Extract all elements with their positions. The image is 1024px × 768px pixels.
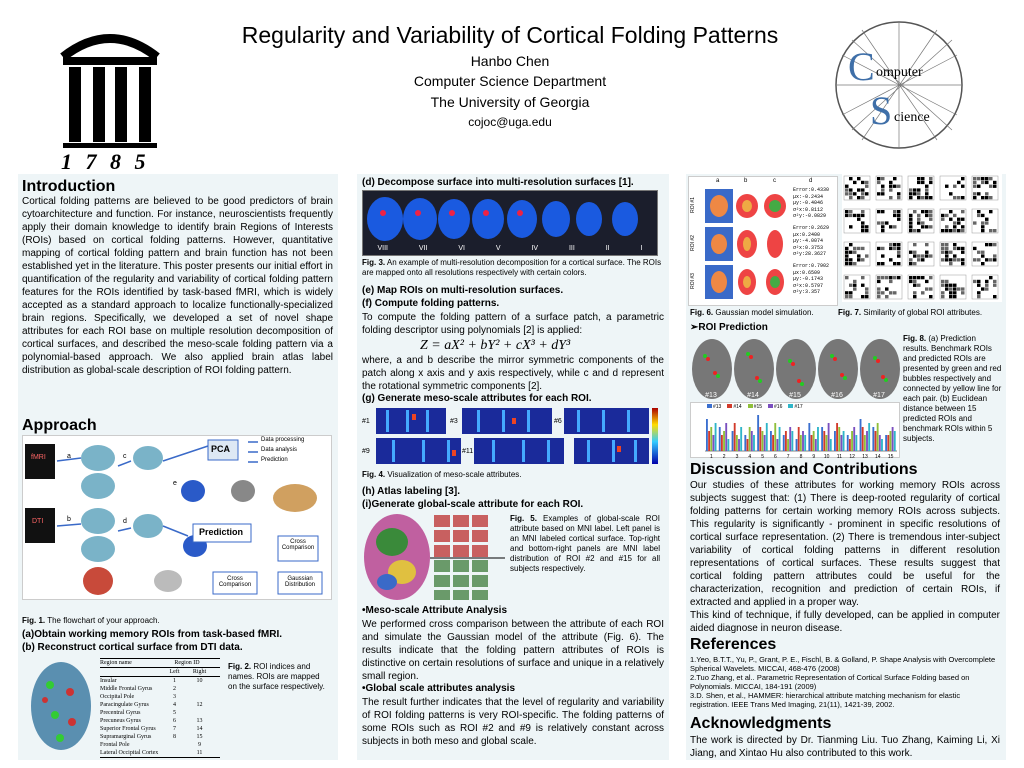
fig6-row-3: ROI #3 bbox=[689, 273, 696, 289]
table-cell: 4 bbox=[173, 702, 176, 708]
bar-#16 bbox=[751, 431, 753, 451]
bar-#13 bbox=[808, 423, 810, 451]
bar-#17 bbox=[779, 427, 781, 451]
flow-cross-comparison-2: Cross Comparison bbox=[218, 576, 252, 588]
section-g-heading: (g) Generate meso-scale attributes for each ROI. bbox=[362, 393, 592, 404]
roi-table bbox=[100, 658, 220, 758]
table-row bbox=[100, 709, 220, 717]
acknowledgments-heading: Acknowledgments bbox=[690, 715, 832, 732]
where-text: where, a and b describe the mirror symmetric components of the patch along x axis and y axis respectively, while c and d represent the rotational symmetric components [2]. bbox=[362, 355, 664, 392]
similarity-matrix bbox=[940, 176, 966, 200]
bar-#14 bbox=[823, 431, 825, 451]
fig6-err-1 bbox=[793, 187, 829, 220]
error-value: Error:0.4330 bbox=[793, 187, 830, 193]
bar-#16 bbox=[892, 427, 894, 451]
flow-label-d: d bbox=[123, 518, 127, 525]
bar-#14 bbox=[862, 427, 864, 451]
similarity-matrix-image bbox=[842, 170, 1002, 302]
flow-label-e: e bbox=[173, 480, 177, 487]
bar-#14 bbox=[785, 431, 787, 451]
fig6-caption: Fig. 6. Gaussian model simulation. bbox=[690, 308, 814, 317]
bar-#17 bbox=[766, 423, 768, 451]
legend-swatch bbox=[727, 404, 732, 408]
bar-#16 bbox=[764, 435, 766, 451]
fig6-col-d: d bbox=[809, 178, 813, 184]
roi-tag: #17 bbox=[873, 392, 885, 399]
author: Hanbo Chen bbox=[470, 53, 550, 69]
bar-#16 bbox=[712, 435, 714, 451]
distance-bar-chart bbox=[690, 402, 900, 458]
fig6-row-2: ROI #2 bbox=[689, 235, 696, 251]
table-header-left: Left bbox=[169, 669, 180, 675]
similarity-matrix bbox=[972, 242, 998, 266]
table-cell: 2 bbox=[173, 686, 176, 692]
error-value: σ²x:0.5797 bbox=[793, 282, 824, 289]
bar-#13 bbox=[847, 435, 849, 451]
table-cell: 12 bbox=[196, 702, 203, 708]
gaussian-simulation-image bbox=[688, 176, 838, 306]
atlas-labeling-image bbox=[362, 512, 505, 602]
bar-legend bbox=[707, 404, 803, 410]
table-header-id: Region ID bbox=[174, 660, 200, 666]
legend-swatch bbox=[788, 404, 793, 408]
fig4-tag-1: #1 bbox=[362, 418, 370, 425]
bar-#17 bbox=[817, 427, 819, 451]
legend-label: #17 bbox=[794, 404, 803, 410]
logo-word-science: cience bbox=[894, 110, 930, 125]
error-value: σ²x:0.3753 bbox=[793, 244, 824, 251]
table-cell: Frontal Pole bbox=[100, 742, 130, 748]
bar-#14 bbox=[772, 435, 774, 451]
table-cell: 3 bbox=[173, 694, 176, 700]
x-tick-label: 8 bbox=[799, 454, 803, 459]
bar-#14 bbox=[811, 435, 813, 451]
bar-#15 bbox=[787, 439, 789, 451]
table-cell: Precuneus Gyrus bbox=[100, 718, 141, 724]
fig6-col-b: b bbox=[744, 178, 748, 184]
bar-#15 bbox=[800, 435, 802, 451]
global-analysis-text: The result further indicates that the level of regularity and variability of ROI folding patterns is very ROI-specific. The folding patterns of some ROIs such as ROI #2 and #9 is relatively constant across subjects in both meso and global scale. bbox=[362, 697, 664, 747]
bar-#17 bbox=[791, 431, 793, 451]
bar-#13 bbox=[783, 435, 785, 451]
bar-#17 bbox=[740, 427, 742, 451]
fig4-tag-6: #6 bbox=[554, 418, 562, 425]
bar-#13 bbox=[821, 427, 823, 451]
table-cell: 15 bbox=[196, 734, 203, 740]
flow-label-c: c bbox=[123, 453, 127, 460]
bar-#16 bbox=[776, 439, 778, 451]
table-cell bbox=[162, 749, 187, 757]
error-value: μx:0.6509 bbox=[793, 269, 821, 276]
references-heading: References bbox=[690, 636, 777, 653]
legend-label: #16 bbox=[774, 404, 783, 410]
bar-#13 bbox=[757, 415, 759, 451]
roman-label: III bbox=[568, 245, 575, 252]
flow-legend-analysis: Data analysis bbox=[261, 447, 298, 453]
similarity-matrix bbox=[876, 242, 902, 266]
roi-brain-image bbox=[30, 660, 92, 752]
x-tick-label: 4 bbox=[748, 454, 752, 459]
references-list bbox=[690, 655, 1000, 709]
fig3-caption: Fig. 3. An example of multi-resolution decomposition for a cortical surface. The ROIs are mapped onto all resolutions respectively with certain colors. bbox=[362, 258, 662, 277]
table-cell: Supramarginal Gyrus bbox=[100, 734, 152, 740]
table-cell: 14 bbox=[196, 726, 203, 732]
acknowledgments-text: The work is directed by Dr. Tianming Liu. Tuo Zhang, Kaiming Li, Xi Jiang, and Xintao Hu also contributed to this work. bbox=[690, 735, 1000, 759]
bar-#13 bbox=[796, 439, 798, 451]
bar-#17 bbox=[894, 431, 896, 451]
flow-legend-prediction: Prediction bbox=[261, 457, 288, 463]
section-f-text: To compute the folding pattern of a surface patch, a parametric folding descriptor using polynomials [2] is applied: bbox=[362, 312, 664, 336]
fig8-caption: Fig. 8. (a) Prediction results. Benchmark ROIs and predicted ROIs are presented by green and red bubbles respectively and connected by yellow line for each pair. (b) Euclidean distance between 15 predicted ROIs and benchmark ROIs within 5 subjects. bbox=[903, 334, 1002, 443]
similarity-matrix bbox=[940, 275, 966, 299]
error-value: μx:0.2400 bbox=[793, 231, 821, 238]
bar-#13 bbox=[706, 419, 708, 451]
similarity-matrix bbox=[876, 275, 902, 299]
roman-label: VIII bbox=[377, 245, 388, 252]
bar-#16 bbox=[738, 439, 740, 451]
table-cell: Superior Frontal Gyrus bbox=[100, 726, 156, 732]
x-tick-label: 3 bbox=[735, 454, 739, 459]
table-header-name: Region name bbox=[100, 660, 132, 666]
bar-#17 bbox=[830, 439, 832, 451]
bar-#17 bbox=[868, 423, 870, 451]
fig5-caption: Fig. 5. Examples of global-scale ROI attribute based on MNI label. Left panel is an MNI labeled cortical surface. Top-right and bottom-right panels are MNI label distribution of ROI #2 and #15 for all subjects respectively. bbox=[510, 514, 660, 573]
x-tick-label: 14 bbox=[875, 454, 881, 459]
similarity-matrix bbox=[844, 275, 870, 299]
flow-label-a: a bbox=[67, 453, 71, 460]
roman-label: IV bbox=[531, 245, 539, 252]
flow-pca: PCA bbox=[211, 444, 231, 454]
bar-#14 bbox=[836, 423, 838, 451]
legend-swatch bbox=[748, 404, 753, 408]
bar-#16 bbox=[866, 431, 868, 451]
discussion-heading: Discussion and Contributions bbox=[690, 461, 918, 478]
legend-swatch bbox=[768, 404, 773, 408]
bar-#14 bbox=[759, 427, 761, 451]
bar-#16 bbox=[725, 423, 727, 451]
flowchart bbox=[22, 435, 332, 600]
table-cell bbox=[162, 741, 187, 749]
roi-tags bbox=[690, 392, 900, 399]
arrow-bullet-icon: ➢ bbox=[690, 322, 699, 333]
bar-#14 bbox=[708, 431, 710, 451]
table-cell: Precentral Gyrus bbox=[100, 710, 141, 716]
table-header-right: Right bbox=[192, 669, 207, 675]
section-e-heading: (e) Map ROIs on multi-resolution surfaces. bbox=[362, 285, 564, 296]
bar-#13 bbox=[719, 427, 721, 451]
table-cell: 11 bbox=[196, 750, 203, 756]
table-cell bbox=[187, 693, 212, 701]
table-cell: Occipital Pole bbox=[100, 694, 135, 700]
fig6-err-3 bbox=[793, 263, 829, 296]
step-a: (a)Obtain working memory ROIs from task-based fMRI. bbox=[22, 629, 283, 640]
error-value: Error:0.2629 bbox=[793, 225, 830, 231]
bar-#17 bbox=[843, 431, 845, 451]
flow-cross-comparison-1: Cross Comparison bbox=[281, 539, 315, 551]
flow-legend-processing: Data processing bbox=[261, 437, 305, 443]
fig6-err-2 bbox=[793, 225, 829, 258]
table-row bbox=[100, 741, 220, 749]
bar-#16 bbox=[840, 435, 842, 451]
bar-#15 bbox=[838, 427, 840, 451]
bar-#14 bbox=[875, 431, 877, 451]
table-row bbox=[100, 733, 220, 741]
roi-tag: #15 bbox=[789, 392, 801, 399]
x-tick-label: 1 bbox=[710, 454, 713, 459]
x-tick-label: 5 bbox=[761, 454, 764, 459]
bar-#15 bbox=[762, 431, 764, 451]
table-row bbox=[100, 677, 220, 685]
fig4-tag-11: #11 bbox=[462, 448, 474, 455]
bar-#16 bbox=[789, 427, 791, 451]
fig6-col-c: c bbox=[773, 178, 776, 184]
legend-item bbox=[727, 404, 741, 410]
bar-#17 bbox=[715, 423, 717, 451]
error-value: σ²y:3.357 bbox=[793, 289, 821, 295]
fig6-col-a: a bbox=[716, 178, 720, 184]
bar-#15 bbox=[723, 431, 725, 451]
intro-text: Cortical folding patterns are believed to be good predictors of brain cytoarchitecture and function. For instance, neuroscientists frequently apply their domain knowledge to identify brain Regions of Interests (ROIs) based on cortical folding patterns. However, quantitative mapping of cortical folding pattern and brain function has not been established yet in the literature. This poster presents our initial effort in quantification of the regularity and variability of cortical folding pattern features for the ROIs identified by task-based fMRI, which is widely accepted as a standard approach to localize functionally-specialized brain regions. Specifically, we developed a set of novel shape attributes for each ROI base on multiple resolution decomposition of cortical surfaces, and described the meso-scale folding pattern via a polynomial-based approach. We also applied brain atlas label distribution as global-scale description of ROI folding pattern. bbox=[22, 196, 333, 376]
bar-#13 bbox=[860, 419, 862, 451]
table-cell bbox=[187, 709, 212, 717]
error-value: Error:0.7902 bbox=[793, 263, 830, 269]
legend-label: #15 bbox=[753, 404, 763, 410]
x-tick-label: 10 bbox=[823, 454, 830, 459]
bar-#15 bbox=[774, 423, 776, 451]
roman-label: I bbox=[640, 245, 643, 252]
error-value: σ²y:-0.0829 bbox=[793, 213, 827, 219]
reference-1: 1.Yeo, B.T.T., Yu, P., Grant, P. E., Fischl, B. & Golland, P. Shape Analysis with Overcomplete Spherical Wavelets. MICCAI, 468-476 (2008) bbox=[690, 655, 996, 673]
university: The University of Georgia bbox=[430, 94, 590, 110]
similarity-matrix bbox=[908, 176, 934, 200]
bar-#17 bbox=[881, 439, 883, 451]
section-d-heading: (d) Decompose surface into multi-resolution surfaces [1]. bbox=[362, 177, 634, 188]
legend-item bbox=[748, 404, 762, 410]
section-i-heading: (i)Generate global-scale attribute for each ROI. bbox=[362, 499, 584, 510]
table-cell: 9 bbox=[198, 742, 201, 748]
bar-#16 bbox=[828, 423, 830, 451]
similarity-matrix bbox=[908, 275, 934, 299]
uga-arch-logo bbox=[55, 15, 165, 174]
table-row bbox=[100, 685, 220, 693]
section-f-heading: (f) Compute folding patterns. bbox=[362, 298, 500, 309]
table-cell: 13 bbox=[196, 718, 203, 724]
legend-swatch bbox=[707, 404, 712, 408]
roman-labels bbox=[362, 245, 658, 252]
x-tick-label: 15 bbox=[887, 454, 894, 459]
title: Regularity and Variability of Cortical Folding Patterns bbox=[241, 22, 779, 48]
meso-analysis-heading: •Meso-scale Attribute Analysis bbox=[362, 605, 508, 616]
table-cell: 10 bbox=[196, 678, 203, 684]
error-value: μy:-4.0074 bbox=[793, 238, 824, 244]
bar-#14 bbox=[887, 435, 889, 451]
bar-#16 bbox=[815, 439, 817, 451]
x-tick-label: 12 bbox=[849, 454, 855, 459]
error-value: σ²y:28.3627 bbox=[793, 251, 827, 257]
error-value: σ²x:0.8112 bbox=[793, 206, 824, 213]
bar-#17 bbox=[727, 439, 729, 451]
roman-label: VI bbox=[458, 245, 465, 252]
bar-#15 bbox=[710, 427, 712, 451]
email: cojoc@uga.edu bbox=[468, 115, 552, 129]
table-cell bbox=[187, 685, 212, 693]
meso-analysis-text: We performed cross comparison between the attribute of each ROI and simulate the Gaussian model of the attribute (Fig. 6). The results indicate that the folding pattern attributes of ROIs is distinctive on certain resolutions of surface and unique in a relatively small region. bbox=[362, 619, 664, 682]
table-cell: 6 bbox=[173, 718, 176, 724]
table-cell: Paracingulate Gyrus bbox=[100, 702, 149, 708]
similarity-matrix bbox=[972, 209, 998, 233]
bar-#13 bbox=[885, 435, 887, 451]
meso-attributes-image bbox=[362, 406, 662, 466]
fig2-caption: Fig. 2. ROI indices and names. ROIs are mapped on the surface respectively. bbox=[228, 662, 325, 691]
intro-heading: Introduction bbox=[22, 178, 116, 195]
roman-label: V bbox=[495, 245, 501, 252]
discussion-text-2: This kind of technique, if fully developed, can be applied in computer aided diagnose in neuron disease. bbox=[690, 610, 1000, 634]
bar-#15 bbox=[877, 423, 879, 451]
roman-label: II bbox=[605, 245, 610, 252]
fig7-caption: Fig. 7. Similarity of global ROI attributes. bbox=[838, 308, 983, 317]
flow-fmri-label: fMRI bbox=[31, 454, 46, 461]
legend-item bbox=[768, 404, 782, 410]
error-value: μy:-0.4046 bbox=[793, 200, 824, 206]
logo-letter-s: S bbox=[870, 88, 893, 133]
bar-#13 bbox=[732, 431, 734, 451]
bar-#13 bbox=[872, 427, 874, 451]
roi-tag: #14 bbox=[747, 392, 759, 399]
reference-3: 3.D. Shen, et al., HAMMER: hierarchical attribute matching mechanism for elastic registration. IEEE Trans Med Imaging, 21(11), 1421-39, 2002. bbox=[690, 691, 961, 709]
similarity-matrix bbox=[972, 275, 998, 299]
table-row bbox=[100, 717, 220, 725]
department: Computer Science Department bbox=[413, 73, 607, 89]
roi-prediction-heading: ➢ROI Prediction bbox=[690, 322, 768, 333]
table-cell: Middle Frontal Gyrus bbox=[100, 686, 153, 692]
logo-letter-c: C bbox=[848, 44, 875, 89]
flow-label-b: b bbox=[67, 516, 71, 523]
fig6-row-1: ROI #1 bbox=[689, 197, 696, 213]
x-tick-label: 13 bbox=[862, 454, 868, 459]
bar-#13 bbox=[770, 431, 772, 451]
global-analysis-heading: •Global scale attributes analysis bbox=[362, 683, 516, 694]
roi-tag: #16 bbox=[831, 392, 843, 399]
flow-prediction: Prediction bbox=[199, 527, 244, 537]
legend-item bbox=[707, 404, 721, 410]
x-tick-label: 6 bbox=[774, 454, 777, 459]
bar-#17 bbox=[855, 435, 857, 451]
bar-#14 bbox=[734, 423, 736, 451]
table-row bbox=[100, 749, 220, 758]
x-tick-label: 2 bbox=[722, 454, 726, 459]
roman-label: VII bbox=[418, 245, 428, 252]
bar-#14 bbox=[798, 427, 800, 451]
bar-#17 bbox=[804, 435, 806, 451]
legend-item bbox=[788, 404, 802, 410]
error-value: μx:-0.2434 bbox=[793, 193, 824, 200]
flow-gaussian: Gaussian Distribution bbox=[284, 576, 315, 588]
table-row bbox=[100, 701, 220, 709]
bar-#15 bbox=[851, 431, 853, 451]
table-row bbox=[100, 693, 220, 701]
similarity-matrix bbox=[940, 242, 966, 266]
bar-#15 bbox=[826, 435, 828, 451]
table-cell: Lateral Occipital Cortex bbox=[100, 750, 159, 756]
table-cell: 1 bbox=[173, 678, 176, 684]
table-cell: 7 bbox=[173, 726, 176, 732]
roi-tag: #13 bbox=[705, 392, 717, 399]
x-tick-label: 9 bbox=[812, 454, 816, 459]
section-h-heading: (h) Atlas labeling [3]. bbox=[362, 486, 460, 497]
similarity-matrix bbox=[844, 209, 870, 233]
logo-word-computer: omputer bbox=[876, 65, 923, 80]
similarity-matrix bbox=[844, 242, 870, 266]
legend-label: #14 bbox=[733, 404, 742, 410]
table-cell: 5 bbox=[173, 710, 176, 716]
bar-#14 bbox=[721, 435, 723, 451]
bar-#15 bbox=[813, 431, 815, 451]
bar-#15 bbox=[890, 431, 892, 451]
year-label: 1 7 8 5 bbox=[61, 149, 150, 174]
similarity-matrix bbox=[876, 176, 902, 200]
bar-#16 bbox=[802, 431, 804, 451]
similarity-matrix bbox=[876, 209, 902, 233]
bar-#15 bbox=[749, 427, 751, 451]
similarity-matrix bbox=[844, 176, 870, 200]
table-row bbox=[100, 725, 220, 733]
polynomial-equation: Z = aX² + bY² + cX³ + dY³ bbox=[420, 338, 571, 353]
error-value: μy:-0.1743 bbox=[793, 276, 824, 282]
computer-science-logo bbox=[832, 15, 967, 155]
similarity-matrix bbox=[908, 242, 934, 266]
legend-label: #13 bbox=[713, 404, 722, 410]
bar-#14 bbox=[849, 439, 851, 451]
table-cell: 8 bbox=[173, 734, 176, 740]
table-cell: Insular bbox=[100, 678, 117, 684]
reference-2: 2.Tuo Zhang, et al.. Parametric Representation of Cortical Surface Folding based on Polynomials. MICCAI, 184-191 (2009) bbox=[690, 673, 970, 691]
bar-#16 bbox=[879, 435, 881, 451]
bar-#14 bbox=[747, 439, 749, 451]
fig4-tag-3: #3 bbox=[450, 418, 458, 425]
fig4-caption: Fig. 4. Visualization of meso-scale attributes. bbox=[362, 470, 522, 479]
bar-#15 bbox=[736, 435, 738, 451]
discussion-text: Our studies of these attributes for working memory ROIs across subjects suggest that: (1) There is deep-rooted regularity of cortical folding patterns for certain working memory ROIs across subjects. This regularity is significantly - prominent in specific resolutions of cortical surface representation. (2) There is tremendous inter-subject variability of cortical folding patterns in different resolution representations of cortical surfaces. These results suggest that cortical folding pattern attributes could be useful for the characterization, recognition and prediction of certain ROIs, if extracted and applied in a proper way. bbox=[690, 480, 1000, 608]
flow-dti-label: DTI bbox=[32, 518, 44, 525]
bar-#15 bbox=[864, 435, 866, 451]
similarity-matrix bbox=[940, 209, 966, 233]
fig4-tag-9: #9 bbox=[362, 448, 370, 455]
bar-#17 bbox=[753, 435, 755, 451]
fig1-caption: Fig. 1. The flowchart of your approach. bbox=[22, 616, 160, 625]
x-tick-label: 11 bbox=[836, 454, 843, 459]
approach-heading: Approach bbox=[22, 417, 97, 434]
step-b: (b) Reconstruct cortical surface from DTI data. bbox=[22, 642, 243, 653]
similarity-matrix bbox=[908, 209, 934, 233]
bar-#16 bbox=[853, 427, 855, 451]
bar-#13 bbox=[834, 431, 836, 451]
x-tick-label: 7 bbox=[786, 454, 790, 459]
similarity-matrix bbox=[972, 176, 998, 200]
bar-#13 bbox=[744, 435, 746, 451]
